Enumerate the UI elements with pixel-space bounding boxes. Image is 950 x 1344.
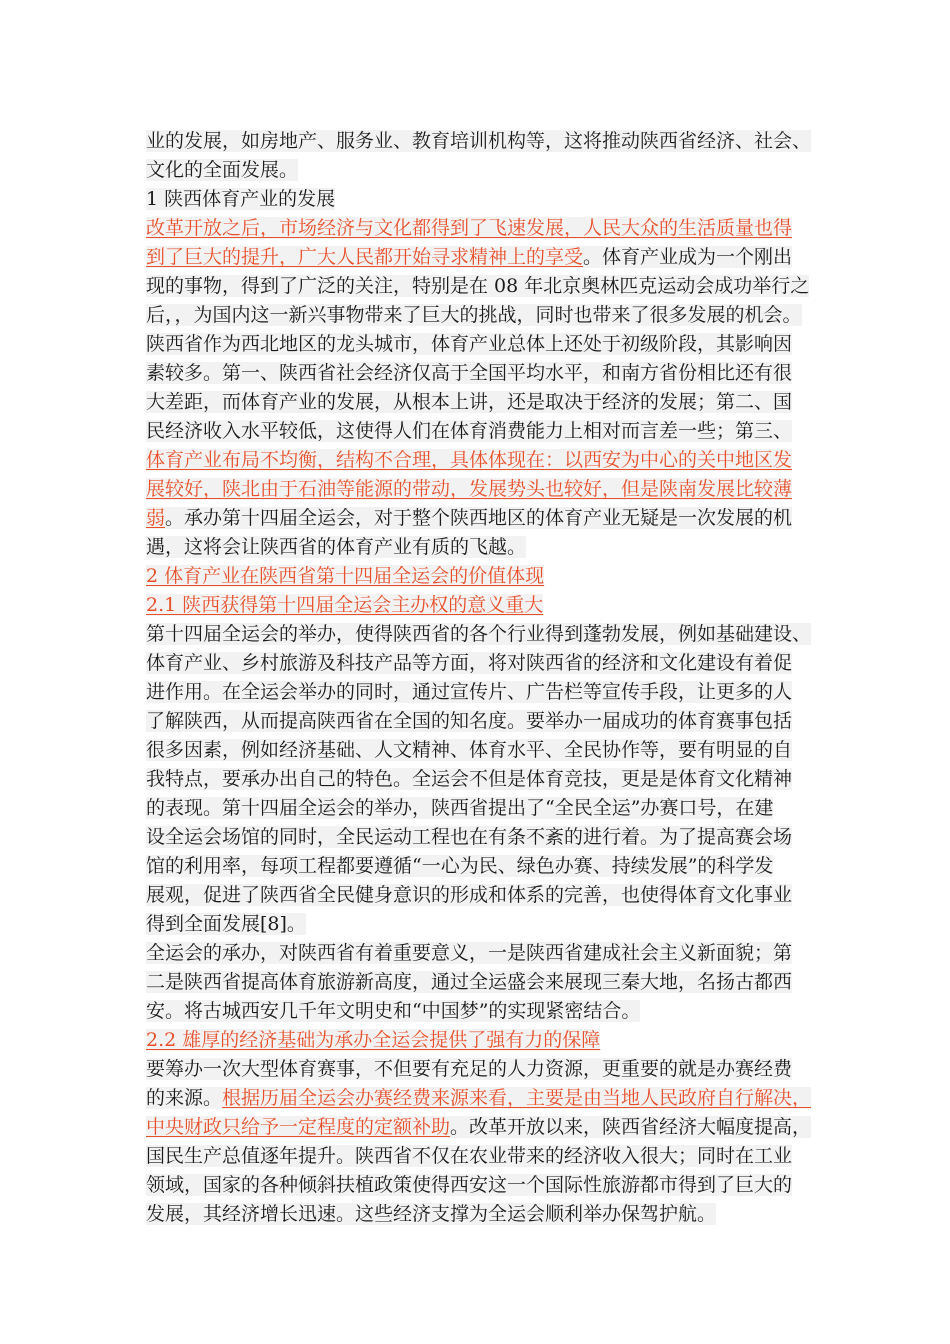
text-line [146, 765, 816, 794]
text-run: 国民生产总值逐年提升。陕西省不仅在农业带来的经济收入很大；同时在工业 [146, 1145, 793, 1167]
text-line [146, 1171, 816, 1200]
text-line [146, 910, 816, 939]
text-line [146, 301, 816, 330]
text-run: 得到全面发展[8]。 [146, 913, 306, 935]
text-run: 进作用。在全运会举办的同时，通过宣传片、广告栏等宣传手段，让更多的人 [146, 681, 793, 703]
text-line [146, 359, 816, 388]
text-line [146, 475, 816, 504]
text-line [146, 1026, 816, 1055]
text-line [146, 881, 816, 910]
text-line [146, 1084, 816, 1113]
text-run: 很多因素，例如经济基础、人文精神、体育水平、全民协作等，要有明显的自 [146, 739, 793, 761]
text-run: 。承办第十四届全运会，对于整个陕西地区的体育产业无疑是一次发展的机 [165, 507, 793, 529]
text-run: 安。将古城西安几千年文明史和“中国梦”的实现紧密结合。 [146, 1000, 641, 1022]
text-run: 第十四届全运会的举办，使得陕西省的各个行业得到蓬勃发展，例如基础建设、 [146, 623, 812, 645]
text-line [146, 997, 816, 1026]
text-line [146, 939, 816, 968]
text-line [146, 591, 816, 620]
text-run: 的来源。 [146, 1087, 223, 1109]
text-line [146, 823, 816, 852]
text-line [146, 968, 816, 997]
text-line [146, 330, 816, 359]
text-run: 文化的全面发展。 [146, 159, 299, 181]
text-run: 领域，国家的各种倾斜扶植政策使得西安这一个国际性旅游都市得到了巨大的 [146, 1174, 793, 1196]
text-line [146, 1055, 816, 1084]
text-line [146, 533, 816, 562]
text-line [146, 185, 816, 214]
text-run: 全运会的承办，对陕西省有着重要意义，一是陕西省建成社会主义新面貌；第 [146, 942, 793, 964]
highlighted-text-run: 中央财政只给予一定程度的定额补助 [146, 1116, 451, 1138]
text-run: 。改革开放以来，陕西省经济大幅度提高， [450, 1116, 812, 1138]
text-run: 。体育产业成为一个刚出 [583, 246, 793, 268]
text-run: 民经济收入水平较低，这使得人们在体育消费能力上相对而言差一些；第三、 [146, 420, 793, 442]
text-run: 遇，这将会让陕西省的体育产业有质的飞越。 [146, 536, 527, 558]
document-page [146, 127, 816, 1229]
text-run: 后，，为国内这一新兴事物带来了巨大的挑战，同时也带来了很多发展的机会。 [146, 304, 802, 326]
text-line [146, 243, 816, 272]
text-line [146, 417, 816, 446]
text-run: 展观，促进了陕西省全民健身意识的形成和体系的完善，也使得体育文化事业 [146, 884, 793, 906]
text-run: 要筹办一次大型体育赛事，不但要有充足的人力资源，更重要的就是办赛经费 [146, 1058, 793, 1080]
text-line [146, 678, 816, 707]
text-run: 我特点，要承办出自己的特色。全运会不但是体育竞技，更是是体育文化精神 [146, 768, 793, 790]
text-run: 设全运会场馆的同时，全民运动工程也在有条不紊的进行着。为了提高赛会场 [146, 826, 793, 848]
text-line [146, 504, 816, 533]
highlighted-text-run: 2 体育产业在陕西省第十四届全运会的价值体现 [146, 565, 545, 587]
highlighted-text-run: 展较好，陕北由于石油等能源的带动，发展势头也较好，但是陕南发展比较薄 [146, 478, 793, 500]
highlighted-text-run: 2.1 陕西获得第十四届全运会主办权的意义重大 [146, 594, 544, 616]
highlighted-text-run: 改革开放之后，市场经济与文化都得到了飞速发展，人民大众的生活质量也得 [146, 217, 793, 239]
text-line [146, 1200, 816, 1229]
highlighted-text-run: 2.2 雄厚的经济基础为承办全运会提供了强有力的保障 [146, 1029, 601, 1051]
text-line [146, 562, 816, 591]
text-line [146, 707, 816, 736]
text-line [146, 446, 816, 475]
text-run: 馆的利用率，每项工程都要遵循“一心为民、绿色办赛、持续发展”的科学发 [146, 855, 774, 877]
text-line [146, 272, 816, 301]
highlighted-text-run: 根据历届全运会办赛经费来源来看，主要是由当地人民政府自行解决， [222, 1087, 812, 1109]
text-run: 陕西省作为西北地区的龙头城市，体育产业总体上还处于初级阶段，其影响因 [146, 333, 793, 355]
text-run: 1 陕西体育产业的发展 [146, 188, 336, 210]
text-run: 体育产业、乡村旅游及科技产品等方面，将对陕西省的经济和文化建设有着促 [146, 652, 793, 674]
text-run: 素较多。第一、陕西省社会经济仅高于全国平均水平，和南方省份相比还有很 [146, 362, 793, 384]
text-line [146, 620, 816, 649]
text-run: 现的事物，得到了广泛的关注，特别是在 08 年北京奥林匹克运动会成功举行之 [146, 275, 810, 297]
text-line [146, 1113, 816, 1142]
text-line [146, 794, 816, 823]
text-line [146, 736, 816, 765]
text-line [146, 388, 816, 417]
text-run: 的表现。第十四届全运会的举办，陕西省提出了“全民全运”办赛口号，在建 [146, 797, 774, 819]
highlighted-text-run: 弱 [146, 507, 166, 529]
text-line [146, 852, 816, 881]
text-line [146, 649, 816, 678]
text-line [146, 156, 816, 185]
text-run: 发展，其经济增长迅速。这些经济支撑为全运会顺利举办保驾护航。 [146, 1203, 717, 1225]
text-run: 了解陕西，从而提高陕西省在全国的知名度。要举办一届成功的体育赛事包括 [146, 710, 793, 732]
text-run: 业的发展，如房地产、服务业、教育培训机构等，这将推动陕西省经济、社会、 [146, 130, 812, 152]
highlighted-text-run: 体育产业布局不均衡，结构不合理，具体体现在：以西安为中心的关中地区发 [146, 449, 793, 471]
text-line [146, 1142, 816, 1171]
text-run: 二是陕西省提高体育旅游新高度，通过全运盛会来展现三秦大地，名扬古都西 [146, 971, 793, 993]
text-line [146, 127, 816, 156]
highlighted-text-run: 到了巨大的提升，广大人民都开始寻求精神上的享受 [146, 246, 584, 268]
text-line [146, 214, 816, 243]
text-run: 大差距，而体育产业的发展，从根本上讲，还是取决于经济的发展；第二、国 [146, 391, 793, 413]
